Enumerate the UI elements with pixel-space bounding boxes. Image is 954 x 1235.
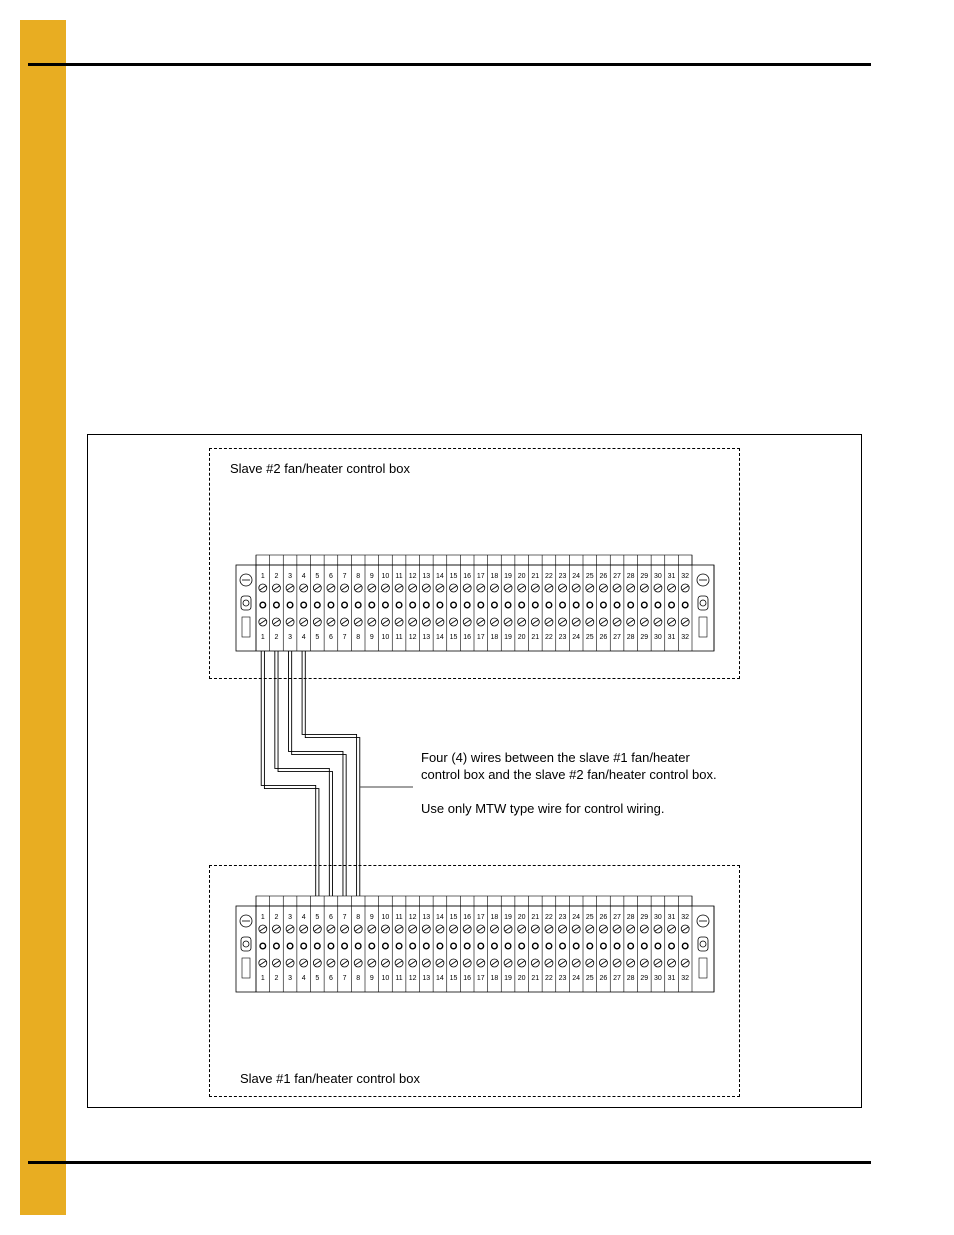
terminal-number-top: 25 [585, 914, 594, 921]
terminal-contact-icon [655, 602, 661, 608]
terminal-number-bottom: 2 [274, 634, 279, 641]
terminal-number-top: 9 [369, 914, 374, 921]
terminal-number-top: 3 [288, 914, 293, 921]
terminal-number-top: 9 [369, 573, 374, 580]
terminal-contact-icon [492, 943, 498, 949]
terminal-number-top: 11 [395, 914, 403, 921]
terminal-number-top: 11 [395, 573, 403, 580]
terminal-contact-icon [260, 943, 266, 949]
terminal-number-top: 26 [599, 573, 608, 580]
terminal-number-bottom: 2 [274, 975, 279, 982]
terminal-number-top: 10 [381, 914, 390, 921]
terminal-contact-icon [383, 943, 389, 949]
terminal-contact-icon [355, 943, 361, 949]
terminal-contact-icon [669, 602, 675, 608]
terminal-contact-icon [614, 602, 620, 608]
terminal-number-top: 22 [545, 573, 553, 580]
terminal-number-top: 25 [585, 573, 594, 580]
terminal-contact-icon [642, 602, 648, 608]
terminal-contact-icon [560, 602, 566, 608]
terminal-number-bottom: 5 [315, 975, 320, 982]
terminal-number-top: 27 [613, 914, 621, 921]
terminal-number-top: 10 [381, 573, 390, 580]
terminal-contact-icon [628, 943, 634, 949]
terminal-number-bottom: 14 [436, 634, 444, 641]
terminal-contact-icon [655, 943, 661, 949]
terminal-contact-icon [424, 943, 430, 949]
terminal-number-top: 20 [517, 573, 526, 580]
terminal-contact-icon [628, 602, 634, 608]
terminal-number-bottom: 21 [531, 975, 540, 982]
terminal-contact-icon [682, 943, 688, 949]
terminal-number-top: 8 [356, 573, 361, 580]
terminal-contact-icon [342, 943, 348, 949]
terminal-number-bottom: 16 [463, 634, 472, 641]
terminal-number-top: 15 [449, 914, 458, 921]
terminal-number-bottom: 8 [356, 634, 361, 641]
terminal-contact-icon [301, 943, 307, 949]
terminal-number-top: 6 [328, 914, 333, 921]
control-wire [261, 651, 319, 896]
terminal-contact-icon [437, 602, 443, 608]
terminal-number-top: 30 [654, 573, 662, 580]
control-wire [302, 651, 360, 896]
terminal-number-bottom: 12 [408, 634, 417, 641]
terminal-number-bottom: 7 [342, 634, 347, 641]
terminal-contact-icon [519, 943, 525, 949]
terminal-contact-icon [546, 943, 552, 949]
terminal-number-top: 26 [599, 914, 608, 921]
terminal-number-top: 21 [531, 573, 540, 580]
terminal-number-bottom: 31 [667, 975, 676, 982]
terminal-number-top: 32 [681, 914, 690, 921]
terminal-number-bottom: 10 [381, 634, 390, 641]
terminal-contact-icon [424, 602, 430, 608]
terminal-number-bottom: 23 [558, 634, 567, 641]
terminal-number-top: 16 [463, 573, 472, 580]
terminal-contact-icon [274, 943, 280, 949]
terminal-contact-icon [315, 943, 321, 949]
terminal-number-bottom: 18 [490, 975, 499, 982]
terminal-contact-icon [642, 943, 648, 949]
terminal-number-top: 1 [260, 573, 265, 580]
terminal-contact-icon [396, 943, 402, 949]
mount-hole-icon [243, 600, 249, 606]
terminal-contact-icon [410, 602, 416, 608]
terminal-number-bottom: 1 [260, 975, 265, 982]
terminal-number-bottom: 19 [504, 975, 512, 982]
slave2-box-label: Slave #2 fan/heater control box [230, 461, 410, 476]
terminal-number-top: 28 [626, 573, 635, 580]
terminal-number-bottom: 15 [449, 634, 458, 641]
terminal-number-top: 18 [490, 573, 499, 580]
terminal-contact-icon [451, 943, 457, 949]
terminal-number-bottom: 28 [626, 634, 635, 641]
control-wire [288, 651, 346, 896]
terminal-number-top: 13 [422, 573, 431, 580]
terminal-number-top: 31 [667, 914, 676, 921]
terminal-number-top: 7 [342, 573, 347, 580]
terminal-number-top: 27 [613, 573, 621, 580]
terminal-number-bottom: 30 [654, 634, 662, 641]
terminal-contact-icon [478, 943, 484, 949]
terminal-number-top: 17 [476, 914, 485, 921]
terminal-contact-icon [533, 943, 539, 949]
terminal-number-top: 14 [436, 914, 444, 921]
terminal-number-bottom: 25 [585, 634, 594, 641]
terminal-number-bottom: 11 [395, 634, 403, 641]
terminal-number-top: 31 [667, 573, 676, 580]
terminal-number-bottom: 30 [654, 975, 662, 982]
terminal-contact-icon [464, 943, 470, 949]
terminal-number-top: 13 [422, 914, 431, 921]
terminal-number-top: 17 [476, 573, 485, 580]
terminal-number-bottom: 13 [422, 975, 431, 982]
terminal-contact-icon [573, 943, 579, 949]
terminal-contact-icon [287, 943, 293, 949]
terminal-contact-icon [274, 602, 280, 608]
terminal-number-bottom: 17 [476, 975, 485, 982]
terminal-number-top: 32 [681, 573, 690, 580]
terminal-contact-icon [614, 943, 620, 949]
terminal-contact-icon [437, 943, 443, 949]
terminal-number-top: 23 [558, 914, 567, 921]
terminal-contact-icon [328, 602, 334, 608]
terminal-number-bottom: 22 [545, 975, 553, 982]
terminal-number-bottom: 24 [572, 634, 581, 641]
terminal-number-top: 23 [558, 573, 567, 580]
terminal-contact-icon [315, 602, 321, 608]
terminal-number-bottom: 29 [640, 975, 649, 982]
terminal-number-top: 12 [408, 573, 417, 580]
terminal-number-top: 14 [436, 573, 444, 580]
terminal-number-top: 8 [356, 914, 361, 921]
terminal-number-top: 30 [654, 914, 662, 921]
terminal-number-bottom: 1 [260, 634, 265, 641]
control-wire [275, 651, 333, 896]
terminal-number-bottom: 7 [342, 975, 347, 982]
terminal-number-top: 24 [572, 914, 581, 921]
terminal-contact-icon [505, 943, 511, 949]
terminal-number-bottom: 28 [626, 975, 635, 982]
terminal-contact-icon [478, 602, 484, 608]
terminal-number-top: 4 [301, 914, 306, 921]
terminal-number-bottom: 25 [585, 975, 594, 982]
terminal-number-bottom: 6 [328, 975, 333, 982]
terminal-number-bottom: 9 [369, 975, 374, 982]
terminal-number-top: 22 [545, 914, 553, 921]
terminal-number-top: 15 [449, 573, 458, 580]
slave2-terminal-block [236, 555, 714, 651]
terminal-contact-icon [260, 602, 266, 608]
terminal-number-bottom: 23 [558, 975, 567, 982]
terminal-number-top: 12 [408, 914, 417, 921]
terminal-number-top: 18 [490, 914, 499, 921]
terminal-contact-icon [560, 943, 566, 949]
terminal-number-bottom: 3 [288, 975, 293, 982]
terminal-contact-icon [369, 943, 375, 949]
terminal-number-bottom: 26 [599, 975, 608, 982]
terminal-number-bottom: 18 [490, 634, 499, 641]
terminal-number-bottom: 22 [545, 634, 553, 641]
wire-note-line1: Four (4) wires between the slave #1 fan/heater [421, 750, 690, 765]
terminal-number-bottom: 10 [381, 975, 390, 982]
terminal-number-bottom: 12 [408, 975, 417, 982]
terminal-number-bottom: 32 [681, 975, 690, 982]
terminal-number-top: 1 [260, 914, 265, 921]
terminal-number-bottom: 4 [301, 975, 306, 982]
terminal-number-top: 29 [640, 573, 649, 580]
terminal-contact-icon [669, 943, 675, 949]
terminal-contact-icon [410, 943, 416, 949]
terminal-number-top: 5 [315, 914, 320, 921]
terminal-number-bottom: 26 [599, 634, 608, 641]
terminal-contact-icon [355, 602, 361, 608]
terminal-contact-icon [342, 602, 348, 608]
mount-hole-icon [700, 941, 706, 947]
terminal-number-bottom: 4 [301, 634, 306, 641]
terminal-number-bottom: 13 [422, 634, 431, 641]
terminal-number-bottom: 3 [288, 634, 293, 641]
terminal-number-bottom: 17 [476, 634, 485, 641]
terminal-number-bottom: 16 [463, 975, 472, 982]
terminal-contact-icon [601, 602, 607, 608]
terminal-number-top: 3 [288, 573, 293, 580]
wire-note-line3: Use only MTW type wire for control wiring. [421, 801, 665, 816]
terminal-number-bottom: 6 [328, 634, 333, 641]
terminal-number-top: 29 [640, 914, 649, 921]
terminal-number-bottom: 11 [395, 975, 403, 982]
terminal-number-bottom: 31 [667, 634, 676, 641]
terminal-number-top: 2 [274, 573, 279, 580]
terminal-contact-icon [369, 602, 375, 608]
terminal-number-top: 19 [504, 914, 512, 921]
terminal-number-bottom: 9 [369, 634, 374, 641]
terminal-contact-icon [451, 602, 457, 608]
terminal-number-bottom: 20 [517, 634, 526, 641]
terminal-number-top: 28 [626, 914, 635, 921]
terminal-contact-icon [601, 943, 607, 949]
terminal-contact-icon [546, 602, 552, 608]
terminal-number-bottom: 20 [517, 975, 526, 982]
terminal-number-top: 24 [572, 573, 581, 580]
terminal-number-top: 7 [342, 914, 347, 921]
terminal-number-bottom: 32 [681, 634, 690, 641]
slave1-terminal-block [236, 896, 714, 992]
terminal-contact-icon [573, 602, 579, 608]
terminal-contact-icon [464, 602, 470, 608]
mount-hole-icon [243, 941, 249, 947]
mount-hole-icon [700, 600, 706, 606]
terminal-number-bottom: 21 [531, 634, 540, 641]
terminal-contact-icon [587, 602, 593, 608]
terminal-contact-icon [396, 602, 402, 608]
terminal-contact-icon [328, 943, 334, 949]
wire-note-line2: control box and the slave #2 fan/heater control box. [421, 767, 717, 782]
terminal-number-bottom: 27 [613, 975, 621, 982]
terminal-number-top: 6 [328, 573, 333, 580]
terminal-contact-icon [533, 602, 539, 608]
terminal-number-bottom: 5 [315, 634, 320, 641]
terminal-contact-icon [301, 602, 307, 608]
terminal-number-bottom: 8 [356, 975, 361, 982]
terminal-contact-icon [492, 602, 498, 608]
terminal-contact-icon [287, 602, 293, 608]
terminal-contact-icon [383, 602, 389, 608]
terminal-number-bottom: 29 [640, 634, 649, 641]
terminal-number-bottom: 14 [436, 975, 444, 982]
terminal-number-top: 19 [504, 573, 512, 580]
slave1-box-label: Slave #1 fan/heater control box [240, 1071, 420, 1086]
terminal-contact-icon [519, 602, 525, 608]
terminal-number-bottom: 27 [613, 634, 621, 641]
terminal-contact-icon [682, 602, 688, 608]
terminal-number-bottom: 15 [449, 975, 458, 982]
terminal-contact-icon [505, 602, 511, 608]
terminal-number-top: 16 [463, 914, 472, 921]
terminal-number-bottom: 24 [572, 975, 581, 982]
terminal-number-top: 21 [531, 914, 540, 921]
terminal-number-bottom: 19 [504, 634, 512, 641]
terminal-number-top: 5 [315, 573, 320, 580]
terminal-contact-icon [587, 943, 593, 949]
terminal-number-top: 4 [301, 573, 306, 580]
terminal-number-top: 20 [517, 914, 526, 921]
terminal-number-top: 2 [274, 914, 279, 921]
